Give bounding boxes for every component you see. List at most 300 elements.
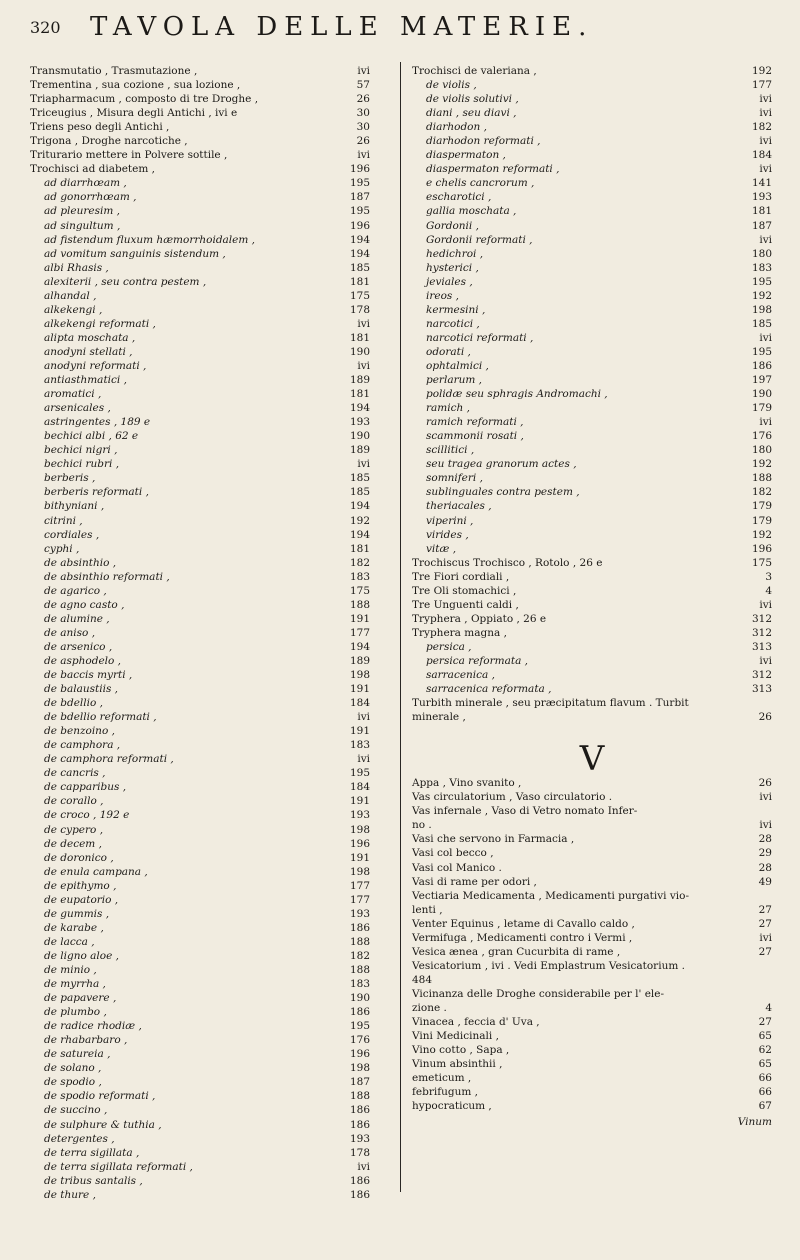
entry-page: 182: [751, 121, 772, 134]
entry-page: ivi: [759, 791, 772, 804]
entry-term: de croco , 192 e: [44, 809, 130, 822]
index-entry: [30, 331, 370, 345]
index-entry: [30, 485, 370, 499]
index-entry: [30, 1118, 370, 1132]
entry-page: 196: [349, 219, 370, 232]
entry-term: de gummis ,: [44, 907, 110, 920]
index-entry: [412, 889, 772, 903]
entry-page: ivi: [759, 93, 772, 106]
entry-page: 26: [356, 93, 370, 106]
entry-page: ivi: [357, 359, 370, 372]
entry-page: 65: [758, 1030, 772, 1043]
index-entry: [30, 219, 370, 233]
index-entry: [30, 991, 370, 1005]
entry-page: ivi: [759, 233, 772, 246]
entry-term: kermesini ,: [426, 303, 486, 316]
entry-term: narcotici ,: [426, 317, 480, 330]
entry-term: albi Rhasis ,: [44, 261, 109, 274]
entry-term: Tryphera magna ,: [412, 626, 507, 639]
entry-page: 27: [758, 1016, 772, 1029]
entry-term: Gordonii reformati ,: [426, 233, 533, 246]
index-entry: [412, 861, 772, 875]
entry-term: Vino cotto , Sapa ,: [412, 1044, 510, 1057]
entry-page: 189: [349, 444, 370, 457]
entry-term: Vicinanza delle Droghe considerabile per l' ele-: [412, 987, 665, 1000]
entry-page: 195: [349, 205, 370, 218]
entry-page: 181: [349, 542, 370, 555]
entry-page: ivi: [759, 107, 772, 120]
index-entry: [30, 963, 370, 977]
index-entry: [30, 1174, 370, 1188]
entry-page: 193: [349, 416, 370, 429]
entry-term: somniferi ,: [426, 472, 483, 485]
index-entry: [412, 64, 772, 78]
entry-page: 176: [349, 1034, 370, 1047]
entry-term: Triceugius , Misura degli Antichi , ivi e: [30, 107, 238, 120]
index-entry: [30, 668, 370, 682]
index-entry: [30, 598, 370, 612]
entry-page: 195: [349, 1020, 370, 1033]
entry-page: 183: [349, 570, 370, 583]
index-entry: [412, 289, 772, 303]
index-entry: [30, 1146, 370, 1160]
entry-page: 4: [765, 1002, 772, 1014]
index-entry: [412, 233, 772, 247]
entry-term: escharotici ,: [426, 191, 492, 204]
entry-term: ireos ,: [426, 289, 459, 302]
entry-page: 313: [751, 640, 772, 653]
entry-term: de doronico ,: [44, 851, 114, 864]
entry-page: 198: [349, 865, 370, 878]
index-entry: [412, 1015, 772, 1029]
entry-term: Venter Equinus , letame di Cavallo caldo ,: [412, 917, 635, 930]
entry-page: 186: [349, 921, 370, 934]
entry-page: 179: [751, 500, 772, 513]
index-entry: [30, 1005, 370, 1019]
index-entry: [30, 584, 370, 598]
entry-term: de aniso ,: [44, 626, 96, 639]
index-entry: [30, 977, 370, 991]
entry-term: diaspermaton reformati ,: [426, 163, 560, 176]
entry-term: de lacca ,: [44, 935, 95, 948]
entry-page: [740, 696, 772, 710]
entry-page: 191: [349, 795, 370, 808]
index-entry: [30, 1047, 370, 1061]
entry-page: 184: [349, 697, 370, 710]
entry-term: anodyni stellati ,: [44, 345, 133, 358]
entry-page: 191: [349, 851, 370, 864]
index-entry: [412, 846, 772, 860]
entry-page: 27: [758, 917, 772, 930]
entry-page: 194: [349, 233, 370, 246]
index-entry: [412, 790, 772, 804]
entry-page: 186: [751, 359, 772, 372]
entry-term: de myrrha ,: [44, 978, 106, 991]
entry-page: 65: [758, 1058, 772, 1071]
index-entry: [412, 485, 772, 499]
entry-page: 177: [349, 893, 370, 906]
entry-term: anodyni reformati ,: [44, 359, 147, 372]
entry-term: alkekengi ,: [44, 303, 103, 316]
entry-term: perlarum ,: [426, 374, 482, 387]
index-entry: [412, 514, 772, 528]
entry-term: antiasthmatici ,: [44, 374, 127, 387]
entry-page: 181: [751, 205, 772, 218]
index-entry: [412, 331, 772, 345]
index-entry: [30, 710, 370, 724]
entry-page: 187: [349, 1076, 370, 1089]
entry-term: de cypero ,: [44, 823, 104, 836]
entry-page: ivi: [357, 458, 370, 471]
entry-page: 29: [758, 847, 772, 860]
entry-page: 181: [349, 331, 370, 344]
index-entry: [412, 401, 772, 415]
entry-term: alhandal ,: [44, 289, 97, 302]
entry-term: zione .: [412, 1002, 447, 1014]
index-entry: [30, 247, 370, 261]
index-entry: [30, 261, 370, 275]
index-entry: [30, 373, 370, 387]
index-entry: [30, 949, 370, 963]
index-entry: [412, 345, 772, 359]
index-entry: [30, 359, 370, 373]
index-entry: [30, 78, 370, 92]
entry-term: Vasi col Manico .: [412, 861, 502, 874]
entry-term: ramich ,: [426, 402, 470, 415]
index-entry: [30, 612, 370, 626]
entry-term: narcotici reformati ,: [426, 331, 534, 344]
index-entry: [30, 148, 370, 162]
entry-page: 186: [349, 1104, 370, 1117]
entry-term: sublinguales contra pestem ,: [426, 486, 580, 499]
entry-page: 182: [751, 486, 772, 499]
entry-term: de absinthio reformati ,: [44, 570, 170, 583]
index-entry: [412, 275, 772, 289]
entry-term: de violis ,: [426, 79, 477, 92]
entry-page: 27: [758, 945, 772, 958]
index-entry: [412, 917, 772, 931]
index-entry: [30, 190, 370, 204]
entry-term: de ligno aloe ,: [44, 949, 119, 962]
index-entry: [30, 682, 370, 696]
entry-term: de agno casto ,: [44, 598, 125, 611]
index-entry: [30, 794, 370, 808]
entry-page: 26: [356, 135, 370, 148]
right-column-entries: [412, 64, 772, 724]
entry-page: 192: [751, 528, 772, 541]
index-entry: [412, 415, 772, 429]
entry-page: 192: [751, 289, 772, 302]
entry-page: 26: [758, 711, 772, 724]
entry-term: alexiterii , seu contra pestem ,: [44, 275, 207, 288]
entry-term: de karabe ,: [44, 921, 104, 934]
index-entry: [412, 542, 772, 556]
entry-term: alkekengi reformati ,: [44, 317, 156, 330]
entry-page: 196: [349, 163, 370, 176]
entry-term: Vas circulatorium , Vaso circulatorio .: [412, 791, 613, 804]
index-entry: [412, 162, 772, 176]
index-entry: [30, 233, 370, 247]
running-header: TAVOLA DELLE MATERIE.: [90, 12, 594, 42]
entry-page: 190: [349, 992, 370, 1005]
entry-term: de camphora ,: [44, 739, 121, 752]
index-entry: [30, 780, 370, 794]
entry-page: 194: [349, 528, 370, 541]
index-entry: [30, 120, 370, 134]
entry-page: 67: [758, 1100, 772, 1113]
entry-page: 183: [349, 739, 370, 752]
entry-page: 177: [349, 879, 370, 892]
index-entry: [30, 471, 370, 485]
entry-page: 28: [758, 861, 772, 874]
entry-term: ad pleuresim ,: [44, 205, 120, 218]
entry-page: 193: [349, 907, 370, 920]
entry-term: de balaustiis ,: [44, 683, 119, 696]
entry-page: 186: [349, 1006, 370, 1019]
entry-term: Vini Medicinali ,: [412, 1030, 499, 1043]
entry-page: 179: [751, 402, 772, 415]
index-entry: [412, 148, 772, 162]
entry-page: 195: [751, 275, 772, 288]
entry-page: 188: [349, 935, 370, 948]
entry-term: berberis reformati ,: [44, 486, 149, 499]
entry-page: 175: [349, 289, 370, 302]
entry-term: Tre Unguenti caldi ,: [412, 598, 519, 611]
index-entry: [412, 682, 772, 696]
index-entry: [30, 92, 370, 106]
entry-term: diaspermaton ,: [426, 149, 506, 162]
entry-term: Trochiscus Trochisco , Rotolo , 26 e: [412, 556, 603, 569]
entry-term: hysterici ,: [426, 261, 479, 274]
entry-term: persica ,: [426, 640, 472, 653]
entry-term: Triturario mettere in Polvere sottile ,: [30, 149, 228, 162]
entry-page: 182: [349, 949, 370, 962]
entry-page: 182: [349, 556, 370, 569]
entry-term: citrini ,: [44, 514, 83, 527]
entry-page: ivi: [759, 819, 772, 832]
entry-page: 184: [349, 781, 370, 794]
entry-page: 194: [349, 402, 370, 415]
entry-term: diarhodon reformati ,: [426, 135, 541, 148]
entry-page: 49: [758, 875, 772, 888]
index-entry: [412, 832, 772, 846]
index-entry: [30, 64, 370, 78]
entry-page: 178: [349, 303, 370, 316]
entry-page: ivi: [759, 331, 772, 344]
entry-term: de solano ,: [44, 1062, 102, 1075]
entry-term: diarhodon ,: [426, 121, 487, 134]
entry-term: Trochisci de valeriana ,: [412, 65, 537, 77]
entry-term: de cancris ,: [44, 767, 106, 780]
index-entry: [412, 987, 772, 1001]
entry-page: 187: [751, 219, 772, 232]
index-entry: [412, 373, 772, 387]
entry-page: 194: [349, 247, 370, 260]
index-entry: [412, 190, 772, 204]
entry-term: de papavere ,: [44, 992, 117, 1005]
index-entry: [412, 443, 772, 457]
entry-term: de agarico ,: [44, 584, 107, 597]
entry-term: cordiales ,: [44, 528, 100, 541]
entry-page: ivi: [357, 711, 370, 724]
entry-term: ophtalmici ,: [426, 359, 489, 372]
entry-term: arsenicales ,: [44, 402, 111, 415]
index-entry: [30, 752, 370, 766]
v-section-entries: [412, 776, 772, 1113]
entry-term: Vasi di rame per odori ,: [412, 875, 537, 888]
entry-term: ramich reformati ,: [426, 416, 524, 429]
index-entry: [412, 247, 772, 261]
index-entry: [412, 584, 772, 598]
entry-term: emeticum ,: [412, 1072, 472, 1085]
entry-term: lenti ,: [412, 903, 443, 916]
index-entry: [30, 907, 370, 921]
entry-term: Vinum absinthii ,: [412, 1058, 503, 1071]
entry-page: 178: [349, 1146, 370, 1159]
index-entry: [30, 879, 370, 893]
entry-term: jeviales ,: [426, 275, 473, 288]
index-entry: [412, 176, 772, 190]
entry-page: 62: [758, 1044, 772, 1057]
entry-term: no .: [412, 819, 432, 832]
entry-term: ad vomitum sanguinis sistendum ,: [44, 247, 226, 260]
index-entry: [412, 804, 772, 818]
entry-page: 197: [751, 374, 772, 387]
index-entry: [412, 134, 772, 148]
index-entry: [30, 696, 370, 710]
entry-page: 198: [751, 303, 772, 316]
entry-term: Tryphera , Oppiato , 26 e: [412, 612, 547, 625]
entry-term: de absinthio ,: [44, 556, 117, 569]
entry-term: febrifugum ,: [412, 1086, 478, 1099]
entry-term: ad gonorrhœam ,: [44, 191, 137, 204]
index-entry: [412, 973, 772, 987]
entry-term: de asphodelo ,: [44, 654, 122, 667]
entry-term: de violis solutivi ,: [426, 93, 519, 106]
entry-page: 183: [349, 978, 370, 991]
index-entry: [412, 1029, 772, 1043]
entry-term: de rhabarbaro ,: [44, 1034, 128, 1047]
index-entry: [30, 724, 370, 738]
entry-term: Gordonii ,: [426, 219, 479, 232]
index-entry: [30, 429, 370, 443]
section-letter: V: [579, 739, 605, 780]
index-entry: [412, 120, 772, 134]
index-entry: [412, 626, 772, 640]
entry-term: ad singultum ,: [44, 219, 121, 232]
entry-term: de terra sigillata ,: [44, 1146, 140, 1159]
entry-page: ivi: [759, 598, 772, 611]
entry-term: de spodio ,: [44, 1076, 102, 1089]
entry-page: 193: [349, 809, 370, 822]
entry-term: de corallo ,: [44, 795, 104, 808]
entry-term: theriacales ,: [426, 500, 492, 513]
index-entry: [412, 903, 772, 917]
entry-term: Vasi col becco ,: [412, 847, 494, 860]
entry-term: persica reformata ,: [426, 654, 529, 667]
entry-term: Appa , Vino svanito ,: [412, 777, 522, 790]
index-entry: [412, 204, 772, 218]
entry-term: Triens peso degli Antichi ,: [30, 121, 170, 134]
entry-term: de thure ,: [44, 1188, 96, 1201]
entry-term: minerale ,: [412, 711, 466, 724]
index-entry: [30, 808, 370, 822]
index-entry: [412, 471, 772, 485]
entry-term: Trigona , Droghe narcotiche ,: [30, 135, 188, 148]
entry-term: de minio ,: [44, 964, 97, 976]
index-entry: [412, 1043, 772, 1057]
entry-page: 192: [751, 65, 772, 77]
entry-term: e chelis cancrorum ,: [426, 177, 535, 190]
index-entry: [30, 162, 370, 176]
entry-page: 177: [751, 79, 772, 92]
entry-term: Vesicatorium , ivi . Vedi Emplastrum Vesicatorium .: [412, 959, 685, 972]
entry-page: 185: [751, 317, 772, 330]
entry-page: 188: [349, 964, 370, 976]
index-entry: [30, 570, 370, 584]
index-entry: [30, 1019, 370, 1033]
entry-term: bechici nigri ,: [44, 444, 118, 457]
entry-page: 175: [751, 556, 772, 569]
index-entry: [30, 1075, 370, 1089]
index-entry: [412, 931, 772, 945]
entry-term: de arsenico ,: [44, 640, 113, 653]
entry-term: de tribus santalis ,: [44, 1174, 143, 1187]
index-entry: [30, 134, 370, 148]
entry-term: de satureia ,: [44, 1048, 111, 1061]
index-entry: [412, 570, 772, 584]
index-entry: [30, 921, 370, 935]
entry-term: de enula campana ,: [44, 865, 148, 878]
index-entry: [412, 654, 772, 668]
entry-term: de succino ,: [44, 1104, 108, 1117]
entry-term: de epithymo ,: [44, 879, 117, 892]
entry-term: seu tragea granorum actes ,: [426, 458, 577, 471]
entry-term: de decem ,: [44, 837, 102, 850]
entry-term: de camphora reformati ,: [44, 753, 174, 766]
entry-term: polidæ seu sphragis Andromachi ,: [426, 388, 608, 401]
entry-term: berberis ,: [44, 472, 96, 485]
entry-term: de spodio reformati ,: [44, 1090, 156, 1103]
entry-page: 189: [349, 654, 370, 667]
entry-page: 188: [349, 598, 370, 611]
index-entry: [412, 556, 772, 570]
entry-term: aromatici ,: [44, 388, 102, 401]
entry-page: 141: [751, 177, 772, 190]
index-entry: [412, 612, 772, 626]
index-entry: [30, 1061, 370, 1075]
entry-term: sarracenica ,: [426, 669, 495, 682]
index-entry: [30, 204, 370, 218]
entry-page: 190: [349, 430, 370, 443]
index-entry: [30, 499, 370, 513]
index-entry: [412, 696, 772, 710]
entry-page: ivi: [357, 753, 370, 766]
entry-page: 181: [349, 275, 370, 288]
entry-page: 198: [349, 1062, 370, 1075]
index-entry: [30, 738, 370, 752]
entry-page: 179: [751, 514, 772, 527]
entry-term: de alumine ,: [44, 612, 110, 625]
entry-term: de benzoino ,: [44, 725, 115, 738]
entry-term: Transmutatio , Trasmutazione ,: [30, 65, 198, 77]
entry-term: diani , seu diavi ,: [426, 107, 517, 120]
entry-page: ivi: [357, 65, 370, 77]
entry-term: bithyniani ,: [44, 500, 105, 513]
index-entry: [30, 345, 370, 359]
entry-term: sarracenica reformata ,: [426, 683, 552, 696]
index-entry: [30, 1033, 370, 1047]
